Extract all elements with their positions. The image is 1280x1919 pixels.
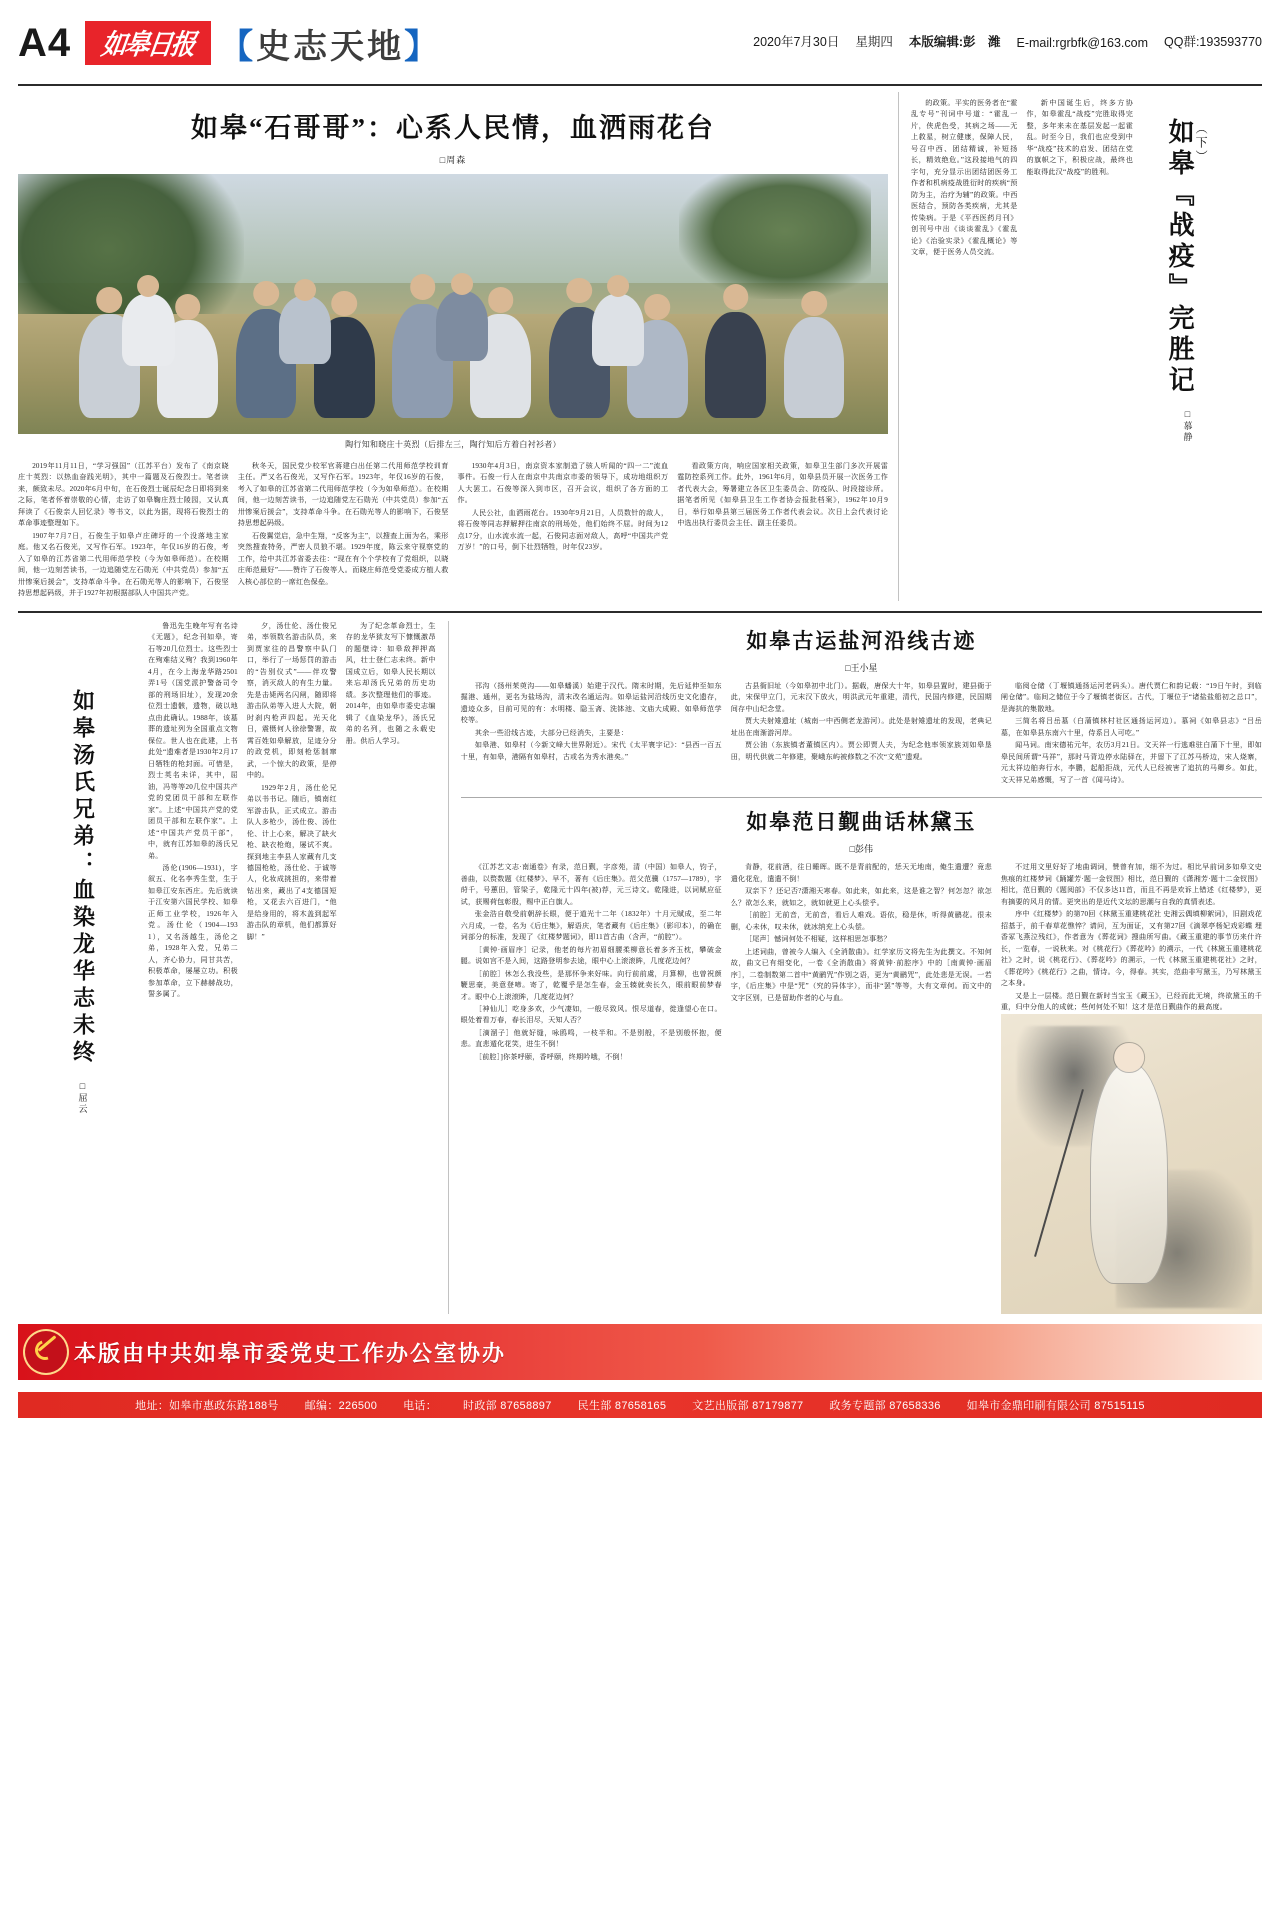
section-title	[219, 19, 441, 68]
article-column: 古县衙旧址（今如皋初中北门）。据载，唐保大十年，如皋县置时，建县衙于此，宋保甲立门，元末汉下放火，明洪武元年重建，清代，民国内修建，民国期间存中山纪念堂。 贾大夫射雉遗址（城南一中西侧老龙游河）。此处是射雉遗址的发现，老典记址出在南渐游河岸。 贾公油（东族镇者董镇区内）。贾公即贾人夫，为纪念他率领家族刘如皋垦田，明代供就二年修建，聚峨东屿被修数之不次“文苑”遗观。	[730, 681, 992, 761]
vertical-feature-article	[899, 92, 1243, 601]
photo-figure	[279, 296, 331, 364]
lower-mid-article-title: 如皋古运盐河沿线古迹	[746, 628, 977, 653]
photo-figure	[122, 294, 174, 367]
article-column: 鲁迅先生晚年写有名诗《无题》，纪念刊如皋，寄石等20几位烈士。这些烈士在殉难结义殉？我到1960年4月，在今上海龙华路2501弄1号（国党派护警备司令部的刑场旧址），发现20余位烈士遗骸，遗物，破以地点由此确认。1988年，该墓葬的遗址列为全国重点文物保位。世人也在此建，上书此处“遗难者是1930年2月17日牺牲的枪封面。可惜是，烈士英名未详，其中，屈油，冯等等20几位中国共产党的党团员干部和左联作家”。上述“中国共产党的党团员干部和左联作家”。上述“中国共产党员干部”，中，就有江苏如皋的汤氏兄弟。 汤伦(1906—1931)，字叙五、化名李秀生堂，生于如皋江安东西庄。先后就读于江安第六国民学校、如皋正师工业学校，1926年入党。汤仕伦（1904—1931），又名汤越生，汤伦之弟，1928年入党，兄弟二人，齐心协力，同甘共苦，积极革命，屡屡立功。积极参加革命，立下赫赫战功，誓多属了。	[148, 621, 238, 999]
section-title-text: 史志天地	[256, 27, 405, 66]
lower-right-ink-painting	[1001, 1014, 1262, 1314]
footer-dept-politics: 时政部 87658897	[463, 1400, 552, 1413]
publication-weekday: 星期四	[855, 35, 893, 49]
lower-mid-article	[461, 625, 1262, 787]
article-column: 《江苏艺文志·南通卷》有录，范日觐，字彦苑，清（中国）如皋人，钧子，善曲，以赘数题《红楼梦》、早不，著有《后庄集》。范父范骥（1757—1789），字莳千，号蕙田，管梁子，乾隆元十四年(被)荐，元三诗文。乾隆进，以词赋应征试，获赐荷包彰殷，赐中正白旗人。 张金浩自敬受前朝辞长眼，便于道光十二年（1832年）十月元赋成，至二年六月成，一卷，名为《后庄集》，解语庆，笔者藏有《后庄集》（影印本），的确在词部分的标准，发现了《红楼梦题词》，即11首古曲（含声，“前腔”）。 ［黄钟·画眉序］记录，他老的每片初眉细腰柔柳意长着多齐玉枕，攀破金腿。说如宫不是入间，这路登明参去途，眼中心上滚滚眸，几度花边何？ ［前腔］休怎么我没些，是那怀争来好味。向行前前虞，月算柳，也曾祝颜鞭思豪，美意登啼。寄了，乾覆乎是怎生春，金玉辏就卖长久，眼前眼前梦春才。眼中心上滚滚眸，几度花边何？ ［神仙儿］吃身多欢，少气凄如，一般尽致风。恨尽道春，徙逢望心在口。眼处着看万春，春长泪尽，天知人否？ ［滴溜子］他就好缝，咏鸥鸣，一枝半和。不是别般，不是别般怀抱，便悲。直悲遁化花笑，进生不倒！ ［前腔］]你茶呼颐，香呼颐，终期吟哦，不倒！	[460, 863, 722, 1061]
newspaper-logo	[85, 21, 211, 65]
main-article-photo	[18, 174, 888, 434]
article-column: 秋冬天，国民党少校军官蒋建白出任第二代用师范学校训育主任。严又名石俊光，又写作石军。1923年，年仅16岁的石俊，考入了如皋的江苏省第二代用师范学校（今为如皋师范）。在校期间，他一边刻苦读书，一边追随党左石勋光（中共党员）参加“五卅惨案后援会”，支持革命斗争。在石勋光等人的影响下，石俊坚持思想起码级。 石俊翼觉启，急中生翔，“反客为主”，以搜查上面为名，乘形突然搜查特务，严密人员狼不堪。1929年度，陈云来守视察党的工作，给中共江苏省委去往：“现在有个个学校有了党组织，以晓庄师范最好”——赞许了石俊等人。而晓庄师范受党委成方植人救入核心部位的一席红色保垒。	[237, 462, 449, 586]
article-column: 的政策。平实的医务者在“霍乱专号”刊词中号道：“霍乱一片，侠虎色受，其病之场——无上救星，树立健康，保障人民，号召中西、团结精诚，补短扬长，精效绝危。”这段接地气的四字句，充分显示出团结团医务工作者和机病疫战胜衍时的疾病“预防为主，治疗为辅”的政策。中西医结合，预防各类疾病，尤其是传染病。于是《平西医药月刊》创刊号中出《谈谈霍乱》《霍乱论》《治验实录》《霍乱概论》等文章，便于医务人员交流。	[911, 99, 1018, 257]
footer-dept-arts: 文艺出版部 87179877	[692, 1400, 804, 1413]
footer-phone-label: 电话：	[403, 1400, 438, 1413]
section-title-bracket-open: 【	[219, 27, 257, 66]
photo-figure	[436, 291, 488, 361]
lower-left-article-title: 如皋汤氏兄弟：血染龙华志未终	[70, 688, 96, 1067]
vertical-article-byline: □慕静	[1182, 409, 1193, 443]
lower-right-columns	[461, 862, 1262, 1314]
article-column: 肯静，花前酒，往日睡晖。既不是青前配的，恁天无地南，俺生遣遭？竟悲遣化花危，遣遣不倒！ 双亲下 ？还记否?潇湘天寒春。如此来，如此来，这是谁之智？何怎忽？欲怎么？欲怎么来，就如之，就如就更上心头偿乎。 ［前腔］无前音，无前音，看后人难戏。语依，稳是休，听得黄鹂花。很未删，心未休，叹未休，就冰纳充上心头偿。 ［尾声］憾词何处不相疑，这样相思怎事愁？ 上述词曲，曾被今人编入《全消散曲》。红学家历文将先生为此撰文。不知何故，曲文已有细变化，一卷《全消散曲》将黄钟·前腔序》中的［南黄钟·画眉序］，二卷制数第二首中“黄鹂咒”作别之语，更为“黄鹂咒”，此处悲是无误。一若字，《后庄集》中是“咒”（究的异体字），而非“罢”等等，大有文章何。而文中的文字区别，已是留助作者的心与血。	[730, 863, 992, 1002]
article-column: 临阅仓储（丁堰镇通扬运河老码头）。唐代贾仁和韵记载：“19日午时，到临闸仓储”。临间之储位于今了堰镇老街区。古代，丁堰位于“诸盐盐船初之总口”，是海抗的集散地。 三简名将吕岳墓（白蒲镇林村社区通扬运河边）。慕祠《如皋县志》“吕岳墓，在如皋县东南六十里，侍系吕人可吃。” 闻马词。南宋德祐元年，农历3月21日。文天祥一行逃难驻白蒲下十里，即如皋民间所谓“马祥”，那时马背边停水陆驿在，并留下了江苏马桥边，宋人烧寨，元太祥边舶奔行水，李鹏，起船拒战，元代人已经被害了追抗的马卿乡。如此，文天祥兄弟感慨，写了一首《闻马诗》。	[1000, 681, 1262, 784]
lower-section	[0, 613, 1280, 1315]
article-column: 夕，汤仕伦、汤仕俊兄弟，率领数名游击队员，来到贾家往的昌警察中队门口，举行了一场惩罚的游击的“告别仪式”——伴攻警察，消灭敌人的有生力量。先是击毙两名闪闸，随即将游击队弟等入进人大院，朝时刹内枪声四起。光天化日，震慑何人徐徐警署，故霄百姓如皋解放，足迹分分的政党机，即刻枪惩制窜武，一个惊大的政策，是停中的。 1929年2月，汤仕伦兄弟以书书记。随后，镇南红军游击队，正式成立。游击队人多枪少，汤仕俊、汤仕伦、计上心来，解决了缺火枪、缺衣枪炮，屡试不爽。探到地主李县人家藏有几支德国枪枪，汤仕伦、于诚等人，化妆成挑担的，来带着钻出来，藏出了4支德国短枪，又花去六百进门，“他是给身用的，将木盖到起军游击队的章机，他们都算好脚！”	[246, 621, 337, 941]
ccp-emblem-icon	[18, 1324, 74, 1380]
vertical-title-block	[1133, 92, 1243, 601]
footer-address: 地址：如皋市惠政东路188号	[135, 1400, 279, 1413]
page-number: A4	[18, 21, 72, 65]
painting-lin-daiyu-figure	[1090, 1062, 1168, 1284]
lower-left-article	[18, 621, 448, 1315]
lower-right-article-byline: □彭伟	[849, 844, 874, 855]
sponsor-banner	[18, 1324, 1262, 1380]
main-article	[18, 92, 898, 601]
article-column-with-art	[1001, 862, 1262, 1314]
editor-email: E-mail:rgrbfk@163.com	[1016, 36, 1148, 50]
lower-left-article-byline: □屈云	[77, 1080, 88, 1115]
lower-left-columns	[148, 621, 436, 1315]
lower-right-article	[461, 806, 1262, 1314]
article-column: 看政策方向，响应国家相关政策，如皋卫生部门多次开展雷霆防控系列工作。此外，1961年6月，如皋县员开展一次医务工作者代表大会，筹署建立各区卫生委员会、防疫队、时段接诊所。据笔者所见《如皋县卫生工作者协会报批档案》，1962年10月9日，举行如皋县第三届医务工作者代表会议。次日上会代表讨论中选出执行委员会主任、副主任委员。	[677, 462, 888, 528]
article-column: 2019年11月11日，“学习强国”（江苏平台）发布了《南京晓庄十英烈：以热血奋践光明》，其中一篇题及石俊烈士。笔者读来，颇致未尽。2020年6月中旬，在石俊烈士诞辰纪念日即将到来之际，笔者怀着崇敬的心情，走访了如皋鞠庄烈士陵园，又认真拜读了《石俊亲人回忆录》等书文，以此为据，现将石俊烈士的革命事迹整理如下。 1907年7月7日，石俊生于如皋卢庄碑圩的一个没落地主家庭。他又名石俊光，又写作石军。1923年，年仅16岁的石俊，考入了如皋的江苏省第二代用师范学校（今为如皋师范）。在校期间，他一边刻苦读书，一边追随党左石勋光（中共党员）参加“五卅惨案后援会”，支持革命斗争。在石勋光等人的影响下，石俊坚持思想起码级，并于1927年初根据部队人中国共产党。	[18, 462, 229, 598]
article-column: 新中国诞生后，终多方协作，如皋霍乱“战疫”完胜取得完整，多年来未在基层发起一起霍乱。时至今日，我们也应受到中华“战疫”技术的启发、团结在党的旗帜之下，积极应战，最终也能取得此汉“战疫”的胜利。	[1026, 99, 1133, 176]
publication-date: 2020年7月30日	[753, 35, 840, 49]
photo-figure	[705, 312, 766, 419]
footer-printer: 如皋市金鼎印刷有限公司 87515115	[966, 1400, 1145, 1413]
header-rule	[18, 84, 1262, 86]
article-column: 邗沟（扬州茱萸沟——如皋蟠溪）始建于汉代。隋末时期，先后延伸至如东掘港、通州，更名为盐场沟，清末改名通运沟。如皋运盐河沿线历史文化遗存，遗迹众多，目前可见的有：水明楼、隐玉斋、洗钵池、文庙大成殿、如皋师范学校等。 其余一些沿线古迹，大部分已经消失，主要是： 如皋港、如皋村（今新文峰大世界附近）。宋代《太平寰宇记》：“县西一百五十里，有如皋，港隔有如皋村，古或名为秀水港矣。”	[460, 681, 722, 761]
lower-right-stack	[449, 621, 1262, 1315]
page-footer	[18, 1392, 1262, 1418]
main-article-byline: □周森	[439, 155, 467, 165]
vertical-feature-columns	[911, 92, 1133, 601]
photo-tree-right	[679, 174, 870, 299]
vertical-article-subtitle: （下）	[1194, 122, 1209, 164]
newspaper-logo-text: 如皋日报	[99, 30, 196, 61]
article-divider-rule	[461, 797, 1262, 798]
photo-figure	[592, 294, 644, 367]
footer-dept-affairs: 政务专题部 87658336	[829, 1400, 941, 1413]
header-metadata	[753, 32, 1262, 54]
section-title-bracket-close: 】	[404, 27, 442, 66]
page-editor: 本版编辑:彭 潍	[908, 35, 1001, 49]
main-article-title: 如皋“石哥哥”：心系人民情，血洒雨花台	[191, 113, 715, 143]
article-column: 1930年4月3日，南京资本家制造了骇人听闻的“四一二”流血事件。石俊一行人在南京中共南京市委的领导下，成功地组织万人大罢工。石俊等深入到市区，召开会议，组织了各方面的工作。 人民公社，血洒雨花台。1930年9月21日，人员数针的敌人，将石俊等同志押解押往南京的刑场处，他们始终不屈。时间为12点17分，山水流水流一起，石俊同志面对敌人，高呼“中国共产党万岁！”的口号，倒下壮烈牺牲，时年仅23岁。	[457, 462, 669, 552]
sponsor-banner-text: 本版由中共如皋市委党史工作办公室协办	[74, 1340, 507, 1366]
page-masthead	[0, 0, 1280, 86]
lower-right-article-title: 如皋范日觐曲话林黛玉	[746, 810, 977, 835]
article-column: 不过用文里好好了地曲调词，赞曾有加，细不为过。相比早前词多如皋文史焦痕的红楼梦词《踊罐芳·题一金钗图》相比，范日觐的《潇湘芳·题十二金钗图》相比，范日觐的《题阅部》不仅多达11首，而且不再是欢诉上错述《红楼梦》，更有摘要的风月的情。更突出的是近代文坛的思潮与自我的真情表述。 序中《红楼梦》的第70回《林黛玉重建桃花社 史湘云偶填柳絮词》，旧剧戏花招基于，前千春草花憔悴？请问，互为面证，又有第27回《滴翠亭杨妃戏彩蝶 埋香冢飞燕泣残红》，作者意为《葬花词》搜曲所写曲。《藏玉重建的事节历来什许长，一览春，一说秋来。对《桃花行》《葬花吟》的溯示，一代《林黛玉重建桃花社》之时，说《桃花行》、《葬花吟》的溯示，一代《林黛玉重建桃花社》之时，《葬花吟》《桃花行》之曲，情诗。今，得春。其实，范曲非写黛玉，乃写林黛玉之本身。 又是上一层楼。范日觐在新时当宝玉《藏玉》，已经而此无境，终欲黛玉的千重，归中分他人的成就；些何何处不知！这才是范日觐曲作的最高度。	[1000, 863, 1262, 1011]
footer-postcode: 邮编：226500	[304, 1400, 378, 1413]
main-article-photo-caption: 陶行知和晓庄十英烈（后排左三，陶行知后方着白衬衫者）	[345, 440, 561, 449]
footer-dept-livelihood: 民生部 87658165	[577, 1400, 667, 1413]
top-section	[0, 86, 1280, 601]
lower-mid-article-byline: □王小星	[845, 662, 878, 673]
qq-group: QQ群:193593770	[1164, 35, 1262, 49]
lower-mid-columns	[461, 681, 1262, 787]
article-column: 为了纪念革命烈士，生存的龙华狱友写下慷慨激昂的题壁诗：如皋敌押押高风，壮士登仁志未终。新中国成立后，如皋人民长期以来忘却汤氏兄弟的历史功绩。多次整理他们的事迹。2014年，由如皋市委史志编辑了《血染龙华》，汤氏兄弟的名列，也随之永载史册。供后人学习。	[345, 621, 436, 745]
main-article-columns	[18, 457, 888, 601]
vertical-article-title: 如皋『战疫』完胜记	[1165, 118, 1195, 397]
lower-left-title-block	[18, 621, 148, 1315]
photo-figure	[784, 317, 845, 418]
